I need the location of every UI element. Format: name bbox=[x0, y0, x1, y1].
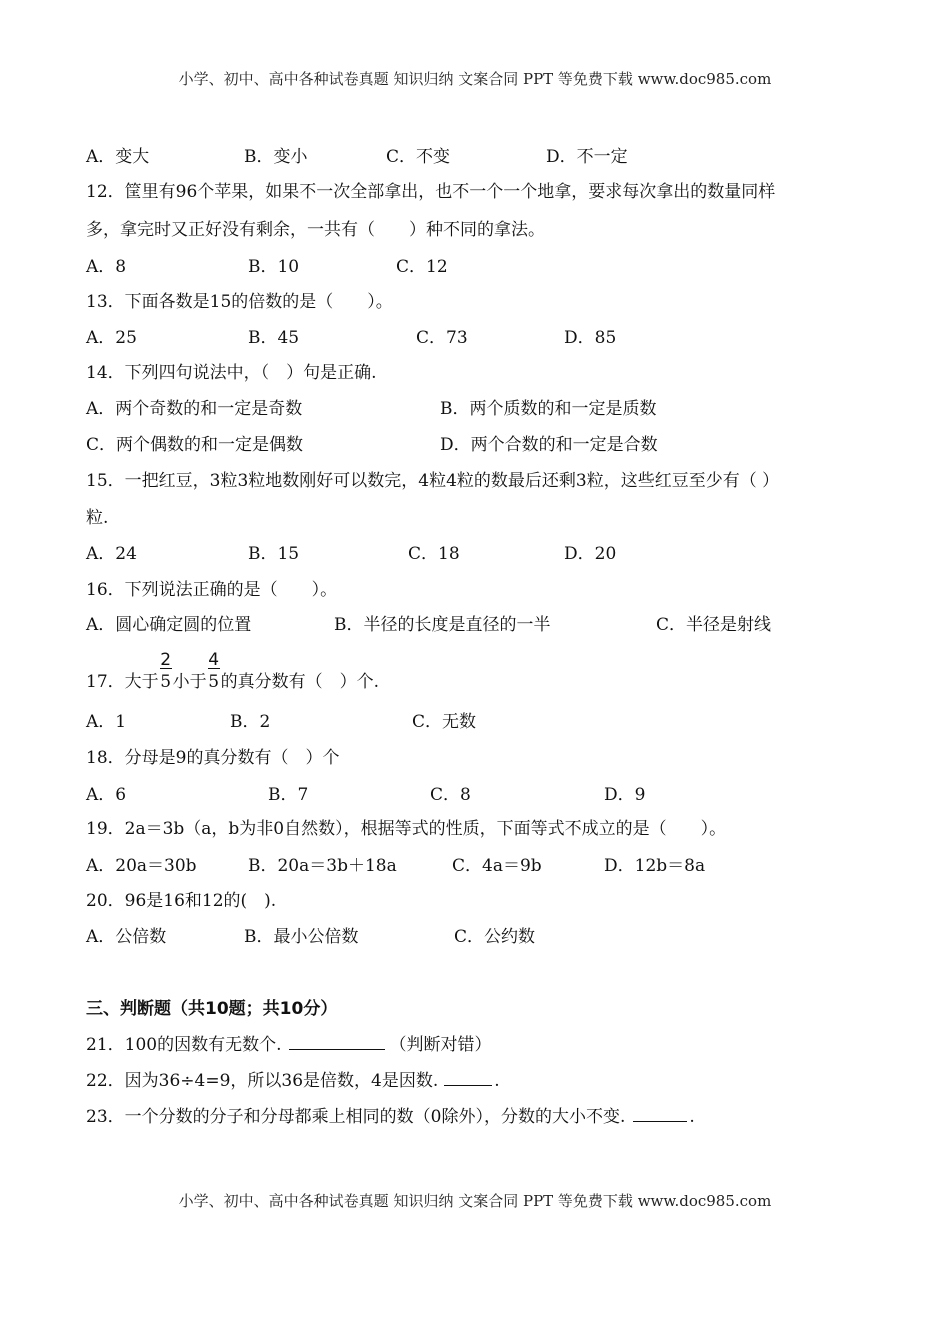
q20-option-c[interactable]: C．公约数 bbox=[454, 927, 536, 947]
q14-option-d[interactable]: D．两个合数的和一定是合数 bbox=[440, 435, 658, 455]
fraction-denominator: 5 bbox=[208, 672, 220, 692]
q15-option-a[interactable]: A．24 bbox=[86, 544, 137, 564]
q16-option-a[interactable]: A．圆心确定圆的位置 bbox=[86, 615, 252, 635]
q17-suffix: 的真分数有（ ）个. bbox=[220, 672, 380, 692]
q21-stem: 21．100的因数有无数个. bbox=[86, 1035, 282, 1055]
q15-option-c[interactable]: C．18 bbox=[408, 544, 460, 564]
q15-option-d[interactable]: D．20 bbox=[564, 544, 617, 564]
fraction-two-fifths bbox=[159, 650, 173, 693]
q13-option-b[interactable]: B．45 bbox=[248, 328, 300, 348]
q18-option-b[interactable]: B．7 bbox=[268, 785, 309, 805]
q17-option-a[interactable]: A．1 bbox=[86, 712, 127, 732]
q11-option-a[interactable]: A．变大 bbox=[86, 147, 150, 167]
q21 bbox=[86, 1033, 491, 1056]
q20-option-b[interactable]: B．最小公倍数 bbox=[244, 927, 359, 947]
fraction-bar bbox=[208, 668, 220, 669]
q23-stem: 23．一个分数的分子和分母都乘上相同的数（0除外），分数的大小不变. bbox=[86, 1107, 626, 1127]
q17-option-c[interactable]: C．无数 bbox=[412, 712, 477, 732]
q12-stem-line2: 多，拿完时又正好没有剩余，一共有（ ）种不同的拿法。 bbox=[86, 220, 545, 240]
q16-option-b[interactable]: B．半径的长度是直径的一半 bbox=[334, 615, 551, 635]
q13-stem: 13．下面各数是15的倍数的是（ ）。 bbox=[86, 292, 393, 312]
q19-option-d[interactable]: D．12b＝8a bbox=[604, 856, 706, 876]
q15-option-b[interactable]: B．15 bbox=[248, 544, 300, 564]
q19-stem: 19．2a＝3b（a，b为非0自然数），根据等式的性质，下面等式不成立的是（ ）。 bbox=[86, 819, 727, 839]
q22-suffix: . bbox=[494, 1071, 500, 1091]
q18-stem: 18．分母是9的真分数有（ ）个 bbox=[86, 748, 340, 768]
q23-answer-blank[interactable] bbox=[633, 1105, 687, 1122]
q17-stem bbox=[86, 650, 380, 693]
q13-option-d[interactable]: D．85 bbox=[564, 328, 617, 348]
q23 bbox=[86, 1105, 695, 1128]
q20-stem: 20．96是16和12的( ). bbox=[86, 891, 277, 911]
q17-option-b[interactable]: B．2 bbox=[230, 712, 271, 732]
q21-suffix: （判断对错） bbox=[389, 1035, 492, 1055]
q11-option-d[interactable]: D．不一定 bbox=[546, 147, 628, 167]
q14-option-a[interactable]: A．两个奇数的和一定是奇数 bbox=[86, 399, 303, 419]
q12-stem-line1: 12．筐里有96个苹果，如果不一次全部拿出，也不一个一个地拿，要求每次拿出的数量同样 bbox=[86, 182, 776, 202]
fraction-four-fifths bbox=[207, 650, 221, 693]
q22 bbox=[86, 1069, 500, 1092]
q19-option-b[interactable]: B．20a＝3b＋18a bbox=[248, 856, 397, 876]
q12-option-b[interactable]: B．10 bbox=[248, 257, 300, 277]
page-header: 小学、初中、高中各种试卷真题 知识归纳 文案合同 PPT 等免费下载 www.doc985.com bbox=[178, 70, 772, 88]
fraction-bar bbox=[160, 668, 172, 669]
q19-option-a[interactable]: A．20a＝30b bbox=[86, 856, 197, 876]
q20-option-a[interactable]: A．公倍数 bbox=[86, 927, 167, 947]
q13-option-a[interactable]: A．25 bbox=[86, 328, 137, 348]
q21-answer-blank[interactable] bbox=[289, 1033, 385, 1050]
q11-option-b[interactable]: B．变小 bbox=[244, 147, 308, 167]
q16-stem: 16．下列说法正确的是（ ）。 bbox=[86, 580, 338, 600]
q13-option-c[interactable]: C．73 bbox=[416, 328, 468, 348]
q16-option-c[interactable]: C．半径是射线 bbox=[656, 615, 772, 635]
section-heading-true-false: 三、判断题（共10题；共10分） bbox=[86, 999, 338, 1019]
q14-option-b[interactable]: B．两个质数的和一定是质数 bbox=[440, 399, 657, 419]
fraction-denominator: 5 bbox=[160, 672, 172, 692]
q14-stem: 14．下列四句说法中，（ ）句是正确. bbox=[86, 363, 377, 383]
q14-option-c[interactable]: C．两个偶数的和一定是偶数 bbox=[86, 435, 304, 455]
fraction-numerator: 2 bbox=[160, 650, 172, 670]
q23-suffix: . bbox=[689, 1107, 695, 1127]
q12-option-c[interactable]: C．12 bbox=[396, 257, 448, 277]
q12-option-a[interactable]: A．8 bbox=[86, 257, 127, 277]
fraction-numerator: 4 bbox=[208, 650, 220, 670]
q15-stem-line2: 粒. bbox=[86, 508, 109, 528]
page-footer: 小学、初中、高中各种试卷真题 知识归纳 文案合同 PPT 等免费下载 www.doc985.com bbox=[178, 1192, 772, 1210]
q18-option-a[interactable]: A．6 bbox=[86, 785, 127, 805]
q22-stem: 22．因为36÷4=9，所以36是倍数，4是因数. bbox=[86, 1071, 439, 1091]
q17-prefix: 17．大于 bbox=[86, 672, 159, 692]
q18-option-c[interactable]: C．8 bbox=[430, 785, 471, 805]
q11-option-c[interactable]: C．不变 bbox=[386, 147, 451, 167]
q22-answer-blank[interactable] bbox=[444, 1069, 492, 1086]
q18-option-d[interactable]: D．9 bbox=[604, 785, 646, 805]
q17-middle: 小于 bbox=[172, 672, 207, 692]
q19-option-c[interactable]: C．4a＝9b bbox=[452, 856, 542, 876]
q15-stem-line1: 15．一把红豆，3粒3粒地数刚好可以数完，4粒4粒的数最后还剩3粒，这些红豆至少有（ ） bbox=[86, 471, 780, 491]
